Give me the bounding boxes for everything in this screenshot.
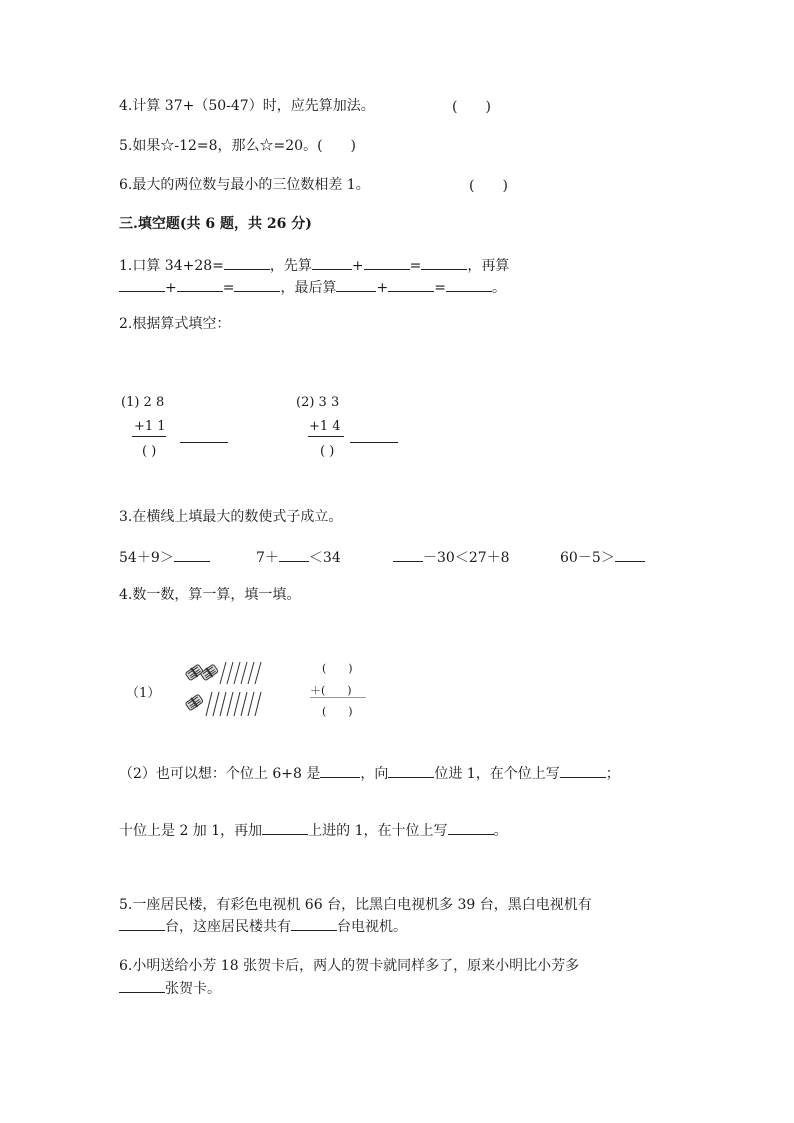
q4-vertical-bot[interactable]: ( ) [322,705,353,718]
sticks-icon [220,662,261,684]
fill-q5-text-c: 台电视机。 [337,919,407,935]
q4-part3-line [119,820,508,841]
plus-sign: + [376,280,389,296]
q4-part3-text-a: 十位上是 2 加 1，再加 [119,823,263,839]
fill-q5-line1: 5.一座居民楼，有彩色电视机 66 台，比黑白电视机多 39 台，黑白电视机有 [119,897,592,913]
period: 。 [491,280,506,296]
blank[interactable] [448,820,494,835]
blank[interactable] [364,255,410,270]
blank[interactable] [119,277,165,292]
blank[interactable] [388,763,434,778]
fill-q1-line1 [119,255,509,276]
q4-vertical-mid[interactable]: ＋( ) [310,684,352,697]
blank[interactable] [119,916,165,931]
q4-part2-text-c: 位进 1，在个位上写 [434,766,560,782]
bundle-icon [185,693,204,711]
q4-vertical-top[interactable]: ( ) [322,662,353,675]
blank[interactable] [119,978,165,993]
fill-q6-text-b: 张贺卡。 [165,981,221,997]
fill-q1-text-c: ，再算 [467,258,510,274]
fill-q6-line2 [119,978,221,999]
q4-part2-text-a: （2）也可以想：个位上 6+8 是 [119,766,321,782]
q2-p2-label: (2) 3 3 [296,395,340,410]
fill-q1-text-b: ，先算 [269,258,312,274]
judge-q5-text: 5.如果☆-12=8，那么☆=20。( ) [119,138,357,154]
q3-expr-3 [393,547,510,567]
blank[interactable] [393,547,423,562]
judge-q6-text: 6.最大的两位数与最小的三位数相差 1。 [119,177,370,193]
fill-q1-text-a: 1.口算 34+28= [119,258,224,274]
judge-q4-answer[interactable]: ( ) [452,99,491,115]
q2-p2-result[interactable]: ( ) [320,444,335,459]
blank[interactable] [224,255,270,270]
q2-p1-rule [132,436,166,437]
fill-q2-title: 2.根据算式填空： [119,316,231,332]
q3-expr-1 [119,547,210,567]
fill-q6-line1: 6.小明送给小芳 18 张贺卡后，两人的贺卡就同样多了，原来小明比小芳多 [119,958,580,974]
blank[interactable] [320,763,360,778]
blank[interactable] [388,277,434,292]
blank[interactable] [446,277,492,292]
q2-p2-addend: +1 4 [309,419,341,434]
blank[interactable] [279,547,309,562]
fill-q1-text-d: ，最后算 [280,280,337,296]
judge-q5 [119,136,356,156]
q2-p1-result[interactable]: ( ) [142,444,157,459]
q3-expr-2-text-a: 7＋ [256,550,279,566]
q3-expr-2-text-b: ＜34 [308,550,341,566]
section-title: 三.填空题(共 6 题，共 26 分) [119,216,312,232]
q4-part2-text-b: ，向 [360,766,389,782]
q4-part2-line [119,763,620,784]
fill-q3-title: 3.在横线上填最大的数使式子成立。 [119,509,343,525]
bundles-sticks-illustration [184,660,274,720]
fill-q1-line2 [119,277,506,298]
judge-q4-text: 4.计算 37+（50-47）时，应先算加法。 [119,98,375,114]
blank[interactable] [174,547,210,562]
equals-sign: = [434,280,446,296]
fill-q4-title: 4.数一数，算一算，填一填。 [119,587,301,603]
q3-expr-4 [560,547,645,567]
q4-part1-label: （1） [126,686,161,701]
blank[interactable] [291,916,337,931]
fill-q5-line2 [119,916,407,937]
q3-expr-3-text: －30＜27＋8 [423,550,510,566]
q2-p2-rule [308,436,344,437]
q3-expr-1-text: 54＋9＞ [119,550,174,566]
equals-sign: = [409,258,422,274]
blank[interactable] [421,255,467,270]
q4-part2-text-d: ； [605,766,620,782]
q3-expr-2 [256,547,341,567]
blank[interactable] [560,763,606,778]
bundle-icon [200,663,219,681]
plus-sign: + [165,280,177,296]
equals-sign: = [222,280,235,296]
q3-expr-4-text: 60－5＞ [560,550,615,566]
q2-p2-answer-blank[interactable] [350,442,398,443]
blank[interactable] [177,277,223,292]
blank[interactable] [336,277,376,292]
q4-part3-text-b: 上进的 1，在十位上写 [308,823,448,839]
blank[interactable] [234,277,280,292]
judge-q4 [119,96,375,116]
q2-p1-addend: +1 1 [134,419,166,434]
judge-q6-answer[interactable]: ( ) [469,178,508,194]
q2-p1-label: (1) 2 8 [121,395,165,410]
blank[interactable] [262,820,308,835]
plus-sign: + [351,258,364,274]
blank[interactable] [615,547,645,562]
sticks-icon [206,692,261,716]
blank[interactable] [312,255,352,270]
fill-q5-text-b: 台，这座居民楼共有 [165,919,291,935]
q2-p1-answer-blank[interactable] [180,442,228,443]
q4-part3-text-c: 。 [493,823,508,839]
judge-q6 [119,175,370,195]
q4-vertical-rule [310,697,366,698]
